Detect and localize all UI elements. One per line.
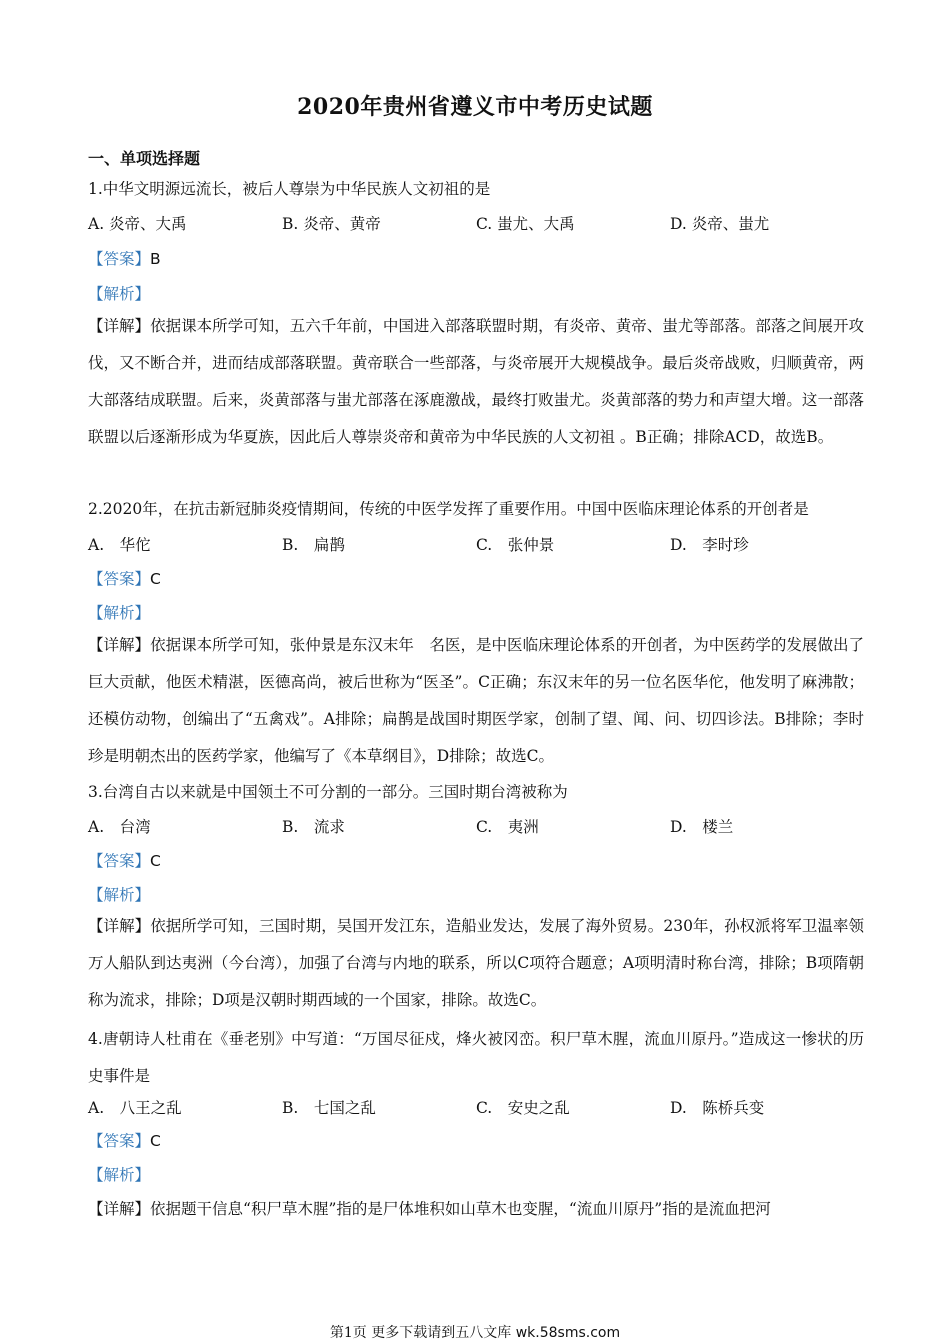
option-a: A. 台湾 [88, 818, 151, 836]
question-2-detail [88, 627, 864, 775]
answer-value: C [150, 1132, 161, 1150]
option-c: C. 安史之乱 [476, 1099, 570, 1117]
question-2-stem: 2.2020年，在抗击新冠肺炎疫情期间，传统的中医学发挥了重要作用。中国中医临床理论体系的开创者是 [88, 500, 809, 518]
option-b: B. 七国之乱 [282, 1099, 376, 1117]
question-3-detail [88, 908, 864, 1019]
answer-label: 【答案】 [88, 1132, 151, 1150]
question-4-stem: 4.唐朝诗人杜甫在《垂老别》中写道：“万国尽征戍，烽火被冈峦。积尸草木腥，流血川原丹。”造成这一惨状的历史事件是 [88, 1030, 864, 1085]
option-c: C. 张仲景 [476, 536, 555, 554]
question-2-analysis-label: 【解析】 [88, 604, 151, 622]
option-d: D. 陈桥兵变 [670, 1099, 765, 1117]
option-d: D. 楼兰 [670, 818, 734, 836]
question-1-stem: 1.中华文明源远流长，被后人尊崇为中华民族人文初祖的是 [88, 180, 491, 198]
question-3-answer [88, 849, 161, 871]
option-b: B. 炎帝、黄帝 [282, 215, 381, 233]
question-2-options [88, 533, 868, 555]
answer-value: B [150, 250, 161, 268]
question-3-options [88, 815, 868, 837]
question-1-detail [88, 308, 864, 456]
question-1-answer [88, 247, 161, 269]
question-3-analysis-label: 【解析】 [88, 886, 151, 904]
section-heading: 一、单项选择题 [88, 149, 201, 168]
option-a: A. 八王之乱 [88, 1099, 182, 1117]
detail-label: 【详解】 [88, 317, 151, 335]
answer-value: C [150, 852, 161, 870]
question-4-detail [88, 1197, 771, 1219]
detail-text: 依据课本所学可知，张仲景是东汉末年 名医，是中医临床理论体系的开创者，为中医药学的发展做出了巨大贡献，他医术精湛，医德高尚，被后世称为“医圣”。C正确；东汉末年的另一位名医华佗，他发明了麻沸散；还模仿动物，创编出了“五禽戏”。A排除；扁鹊是战国时期医学家，创制了望、闻、问、切四诊法。B排除；李时珍是明朝杰出的医药学家，他编写了《本草纲目》，D排除；故选C。 [88, 636, 864, 765]
answer-label: 【答案】 [88, 570, 151, 588]
footer-site-link[interactable]: wk.58sms.com [515, 1325, 621, 1341]
detail-text: 依据所学可知，三国时期，吴国开发江东，造船业发达，发展了海外贸易。230年，孙权派将军卫温率领万人船队到达夷洲（今台湾），加强了台湾与内地的联系，所以C项符合题意；A项明清时称台湾，排除；B项隋朝称为流求，排除；D项是汉朝时期西域的一个国家，排除。故选C。 [88, 917, 864, 1009]
detail-label: 【详解】 [88, 917, 151, 935]
option-a: A. 炎帝、大禹 [88, 215, 187, 233]
detail-text: 依据课本所学可知，五六千年前，中国进入部落联盟时期，有炎帝、黄帝、蚩尤等部落。部落之间展开攻伐，又不断合并，进而结成部落联盟。黄帝联合一些部落，与炎帝展开大规模战争。最后炎帝战败，归顺黄帝，两大部落结成联盟。后来，炎黄部落与蚩尤部落在涿鹿激战，最终打败蚩尤。炎黄部落的势力和声望大增。这一部落联盟以后逐渐形成为华夏族，因此后人尊崇炎帝和黄帝为中华民族的人文初祖 。B正确；排除ACD，故选B。 [88, 317, 864, 446]
detail-label: 【详解】 [88, 1200, 151, 1218]
answer-label: 【答案】 [88, 250, 151, 268]
detail-label: 【详解】 [88, 636, 151, 654]
option-b: B. 扁鹊 [282, 536, 345, 554]
answer-label: 【答案】 [88, 852, 151, 870]
option-c: C. 夷洲 [476, 818, 539, 836]
page-title: 2020年贵州省遵义市中考历史试题 [297, 94, 653, 120]
question-4-answer [88, 1129, 161, 1151]
answer-value: C [150, 570, 161, 588]
option-b: B. 流求 [282, 818, 345, 836]
option-a: A. 华佗 [88, 536, 151, 554]
detail-text: 依据题干信息“积尸草木腥”指的是尸体堆积如山草木也变腥，“流血川原丹”指的是流血把河 [150, 1200, 771, 1218]
option-d: D. 李时珍 [670, 536, 749, 554]
question-2-answer [88, 567, 161, 589]
question-3-stem: 3.台湾自古以来就是中国领土不可分割的一部分。三国时期台湾被称为 [88, 783, 568, 801]
option-d: D. 炎帝、蚩尤 [670, 215, 770, 233]
question-4-options [88, 1096, 868, 1118]
footer-text: 第1页 更多下载请到五八文库 [329, 1325, 512, 1341]
page-footer [0, 1322, 950, 1342]
option-c: C. 蚩尤、大禹 [476, 215, 575, 233]
question-4-analysis-label: 【解析】 [88, 1166, 151, 1184]
question-1-analysis-label: 【解析】 [88, 285, 151, 303]
question-1-options [88, 212, 868, 234]
